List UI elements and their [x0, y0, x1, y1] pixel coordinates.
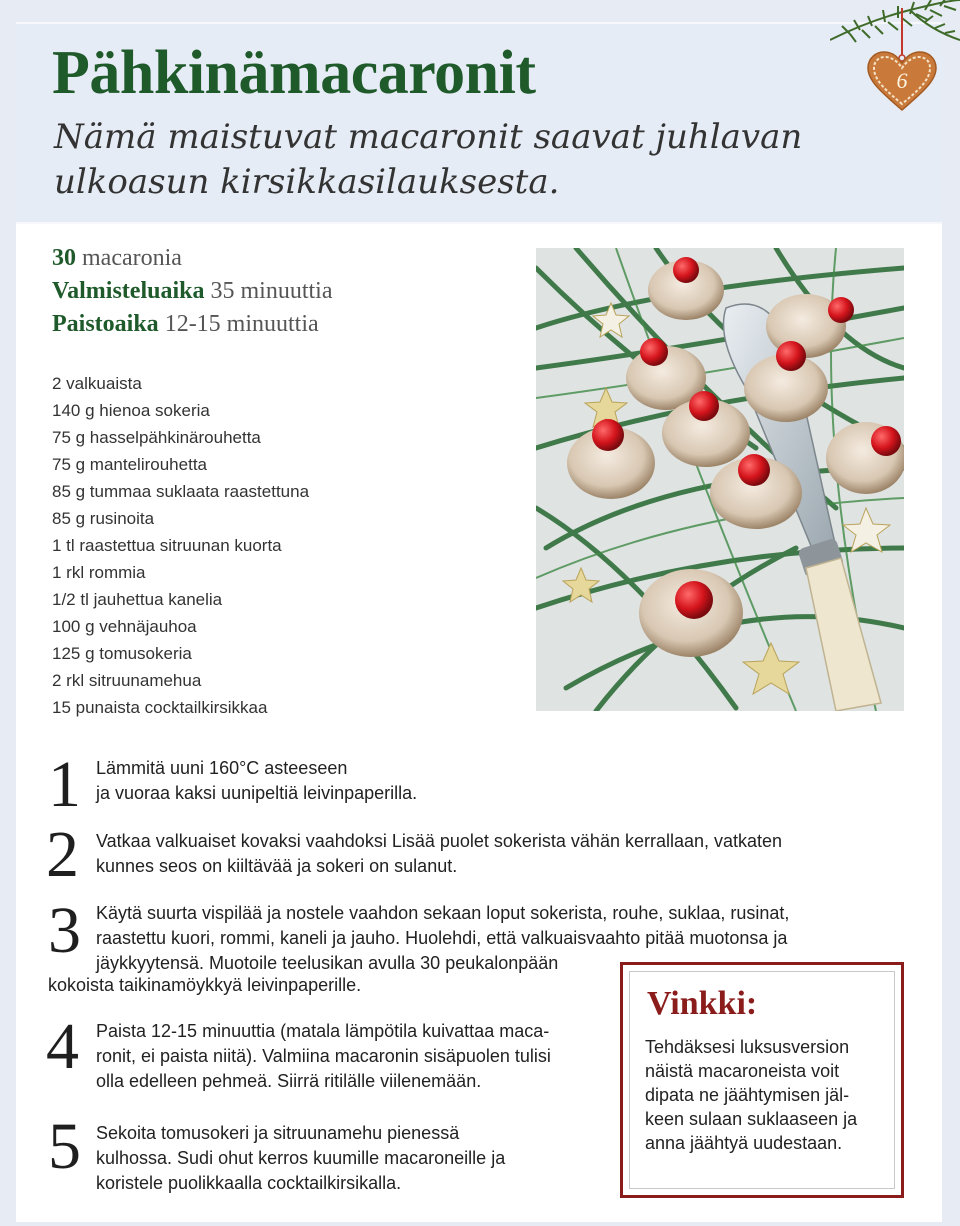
ingredient-item: 125 g tomusokeria — [52, 644, 192, 663]
step-number: 3 — [48, 894, 81, 967]
ingredient-item: 140 g hienoa sokeria — [52, 401, 210, 420]
step-text: Lämmitä uuni 160°C asteeseen ja vuoraa kaksi uunipeltiä leivinpaperilla. — [96, 758, 418, 803]
page-subtitle: Nämä maistuvat macaronit saavat juhlavan ulkoasun kirsikkasilauksesta. — [54, 117, 803, 202]
tip-text: Tehdäksesi luksusversion näistä macaroneista voit dipata ne jäähtymisen jäl- keen sulaan suklaaseen ja anna jäähtyä uudestaan. — [645, 1037, 858, 1153]
page-title: Pähkinämacaronit — [52, 39, 536, 107]
step-text: Sekoita tomusokeri ja sitruunamehu pienessä kulhossa. Sudi ohut kerros kuumille macaroneille ja koristele puolikkaalla cocktailkirsikalla. — [96, 1123, 506, 1193]
ingredient-item: 15 punaista cocktailkirsikkaa — [52, 698, 268, 717]
ingredient-item: 1 tl raastettua sitruunan kuorta — [52, 536, 282, 555]
ingredient-item: 2 valkuaista — [52, 374, 142, 393]
ingredient-item: 100 g vehnäjauhoa — [52, 617, 197, 636]
tip-box — [620, 962, 904, 1198]
ingredient-item: 1 rkl rommia — [52, 563, 146, 582]
step-number: 5 — [48, 1110, 81, 1183]
step-number: 4 — [46, 1010, 79, 1083]
ingredient-list — [52, 370, 309, 721]
recipe-meta — [52, 242, 332, 341]
yield-line: 30 macaronia — [52, 245, 182, 271]
ingredient-item: 1/2 tl jauhettua kanelia — [52, 590, 223, 609]
gingerbread-heart-ornament — [830, 0, 960, 120]
step-text: Vatkaa valkuaiset kovaksi vaahdoksi Lisää puolet sokerista vähän kerrallaan, vatkaten kunnes seos on kiiltävää ja sokeri on sulanut. — [96, 831, 783, 876]
bake-time-line: Paistoaika 12-15 minuuttia — [52, 311, 319, 337]
prep-time-line: Valmisteluaika 35 minuuttia — [52, 278, 333, 304]
ingredient-item: 75 g mantelirouhetta — [52, 455, 207, 474]
step-number: 1 — [48, 748, 81, 821]
ingredient-item: 75 g hasselpähkinärouhetta — [52, 428, 261, 447]
macaron-photo — [536, 248, 904, 711]
ingredient-item: 2 rkl sitruunamehua — [52, 671, 202, 690]
ingredient-item: 85 g rusinoita — [52, 509, 155, 528]
ornament-number: 6 — [896, 68, 908, 93]
step-text: Paista 12-15 minuuttia (matala lämpötila kuivattaa maca- ronit, ei paista niitä). Valmiina macaronin sisäpuolen tulisi olla edelleen pehmeä. Siirrä ritilälle viilenemään. — [96, 1021, 551, 1091]
step-text: Käytä suurta vispilää ja nostele vaahdon sekaan loput sokerista, rouhe, suklaa, rusinat, raastettu kuori, rommi, kaneli ja jauho. Huolehdi, että valkuaisvaahto pitää muotonsa ja jäykkyytensä. Muotoile teelusikan avulla 30 peukalonpään — [96, 903, 790, 973]
ingredient-item: 85 g tummaa suklaata raastettuna — [52, 482, 310, 501]
step-text-overflow: kokoista taikinamöykkyä leivinpaperille. — [48, 975, 362, 995]
tip-title: Vinkki: — [647, 985, 758, 1022]
step-number: 2 — [46, 818, 79, 891]
